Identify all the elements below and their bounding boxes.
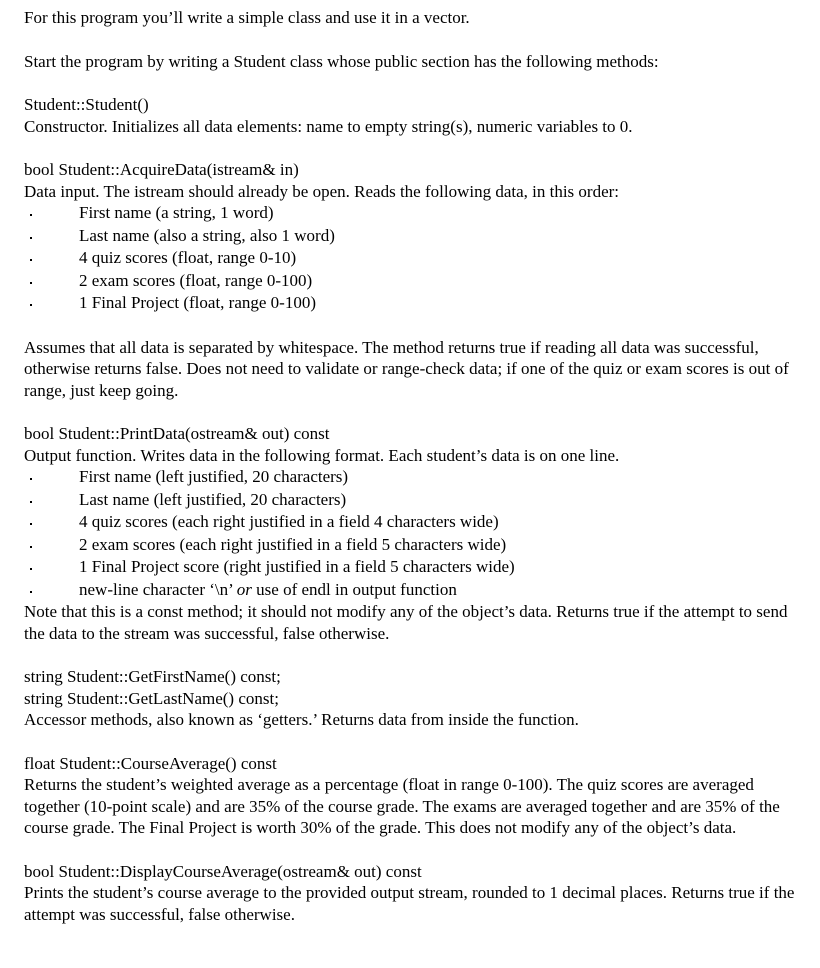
- intro-text: For this program you’ll write a simple class and use it in a vector.: [24, 8, 470, 27]
- list-item: 2 exam scores (each right justified in a field 5 characters wide): [24, 534, 804, 557]
- list-item: 1 Final Project score (right justified in a field 5 characters wide): [24, 556, 804, 579]
- list-item: First name (left justified, 20 characters): [24, 466, 804, 489]
- get-last-name-signature: string Student::GetLastName() const;: [24, 688, 279, 708]
- print-data-description: Output function. Writes data in the following format. Each student’s data is on one line.: [24, 445, 620, 465]
- list-item: Last name (left justified, 20 characters): [24, 489, 804, 512]
- acquire-data-signature: bool Student::AcquireData(istream& in): [24, 160, 299, 179]
- acquire-data-note: Assumes that all data is separated by whitespace. The method returns true if reading all data was successful, otherwise returns false. Does not need to validate or range-check data; if one of the quiz or exam scores is out of range, just keep going.: [24, 337, 789, 400]
- print-data-note: Note that this is a const method; it should not modify any of the object’s data. Returns true if the attempt to send the data to the stream was successful, false otherwise.: [24, 602, 788, 643]
- list-item: Last name (also a string, also 1 word): [24, 225, 804, 248]
- course-average-signature: float Student::CourseAverage() const: [24, 753, 277, 773]
- display-course-average-description: Prints the student’s course average to the provided output stream, rounded to 1 decimal places. Returns true if the attempt was successful, false otherwise.: [24, 883, 795, 924]
- list-item: 4 quiz scores (each right justified in a field 4 characters wide): [24, 511, 804, 534]
- list-item: First name (a string, 1 word): [24, 202, 804, 225]
- newline-text-post: use of endl in output function: [251, 579, 457, 599]
- list-item: 4 quiz scores (float, range 0-10): [24, 247, 804, 270]
- constructor-signature: Student::Student(): [24, 95, 149, 114]
- constructor-description: Constructor. Initializes all data elements: name to empty string(s), numeric variables to 0.: [24, 116, 633, 136]
- course-average-description: Returns the student’s weighted average as a percentage (float in range 0-100). The quiz scores are averaged together (10-point scale) and are 35% of the course grade. The exams are averaged together and are 35% of the course grade. The Final Project is worth 30% of the grade. This does not modify any of the object’s data.: [24, 775, 780, 837]
- list-item-newline: [24, 579, 804, 602]
- acquire-data-bullet-list: [24, 202, 804, 315]
- list-item: 1 Final Project (float, range 0-100): [24, 292, 804, 315]
- acquire-data-description: Data input. The istream should already be open. Reads the following data, in this order:: [24, 181, 620, 201]
- print-data-signature: bool Student::PrintData(ostream& out) const: [24, 424, 330, 443]
- newline-text-italic: or: [236, 579, 252, 599]
- display-course-average-signature: bool Student::DisplayCourseAverage(ostream& out) const: [24, 861, 422, 881]
- get-first-name-signature: string Student::GetFirstName() const;: [24, 667, 281, 686]
- start-text: Start the program by writing a Student class whose public section has the following methods:: [24, 51, 659, 71]
- list-item: 2 exam scores (float, range 0-100): [24, 270, 804, 293]
- print-data-bullet-list: [24, 466, 804, 601]
- getters-description: Accessor methods, also known as ‘getters.’ Returns data from inside the function.: [24, 710, 579, 729]
- newline-text-pre: new-line character ‘\n’: [79, 579, 237, 599]
- document-body: [24, 7, 804, 925]
